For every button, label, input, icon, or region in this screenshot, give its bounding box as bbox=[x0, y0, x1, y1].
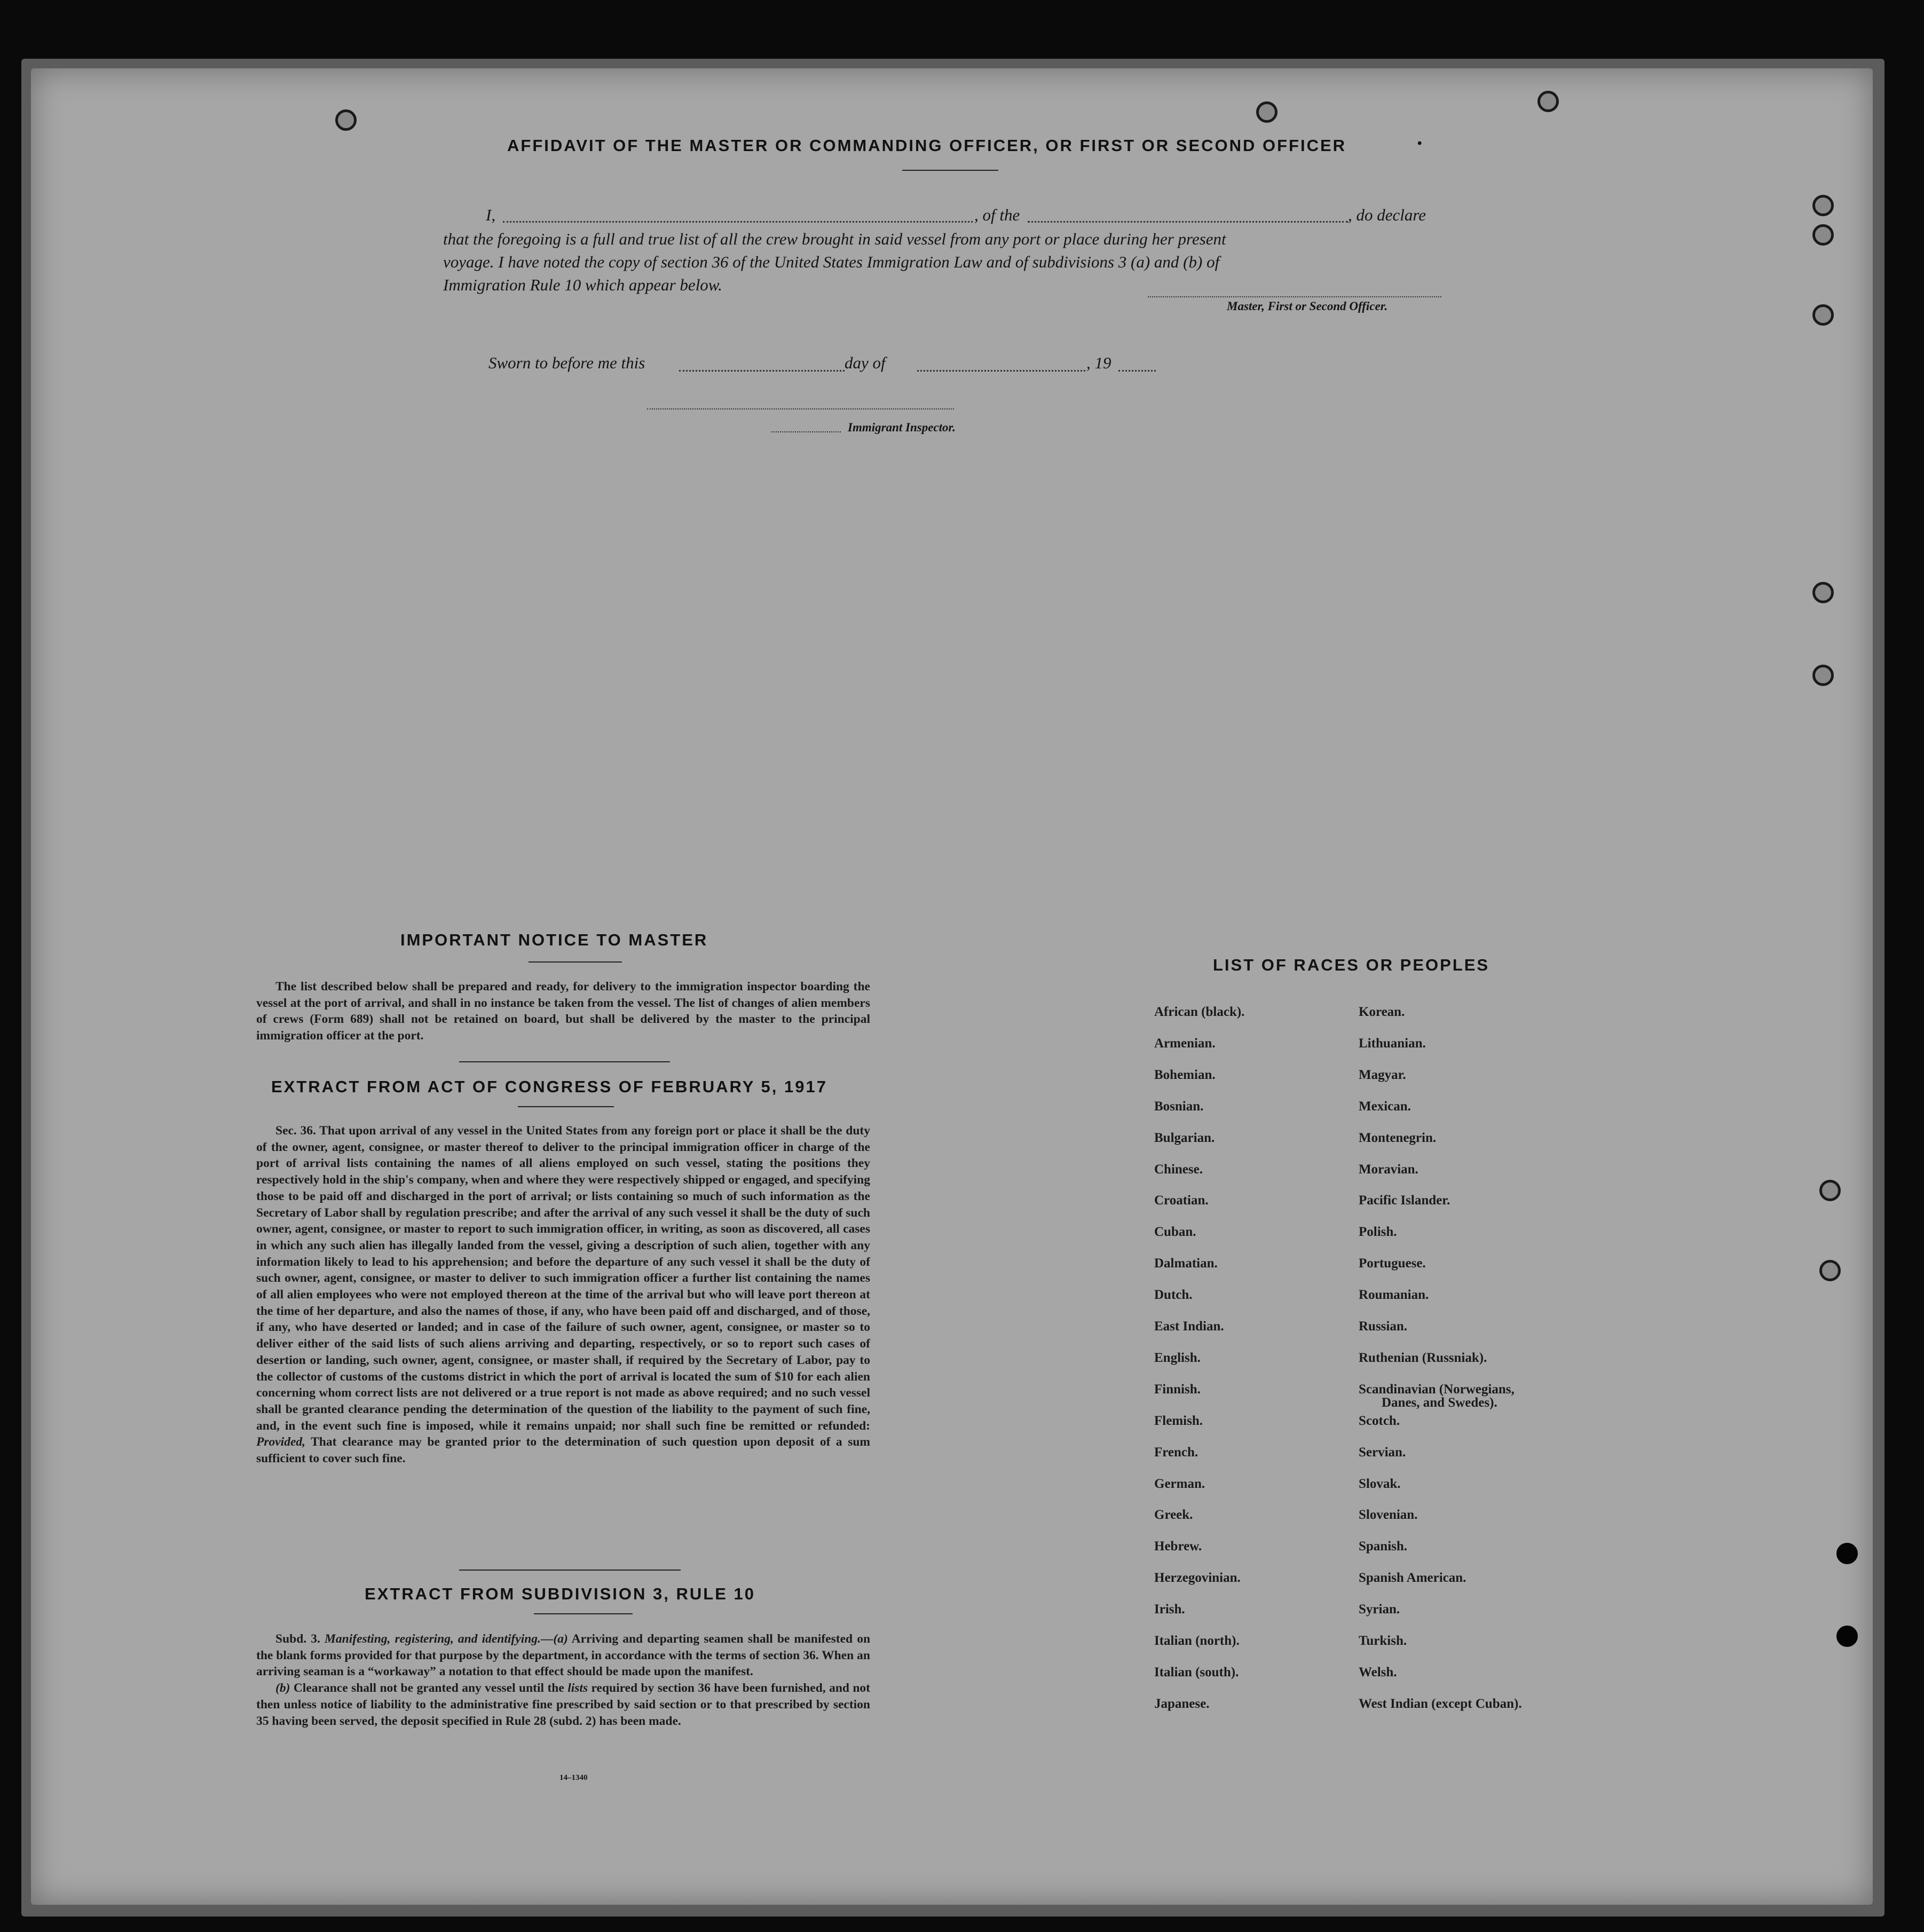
affidavit-bullet: • bbox=[1417, 136, 1424, 151]
notice-underline bbox=[529, 961, 622, 963]
sworn-day-of: day of bbox=[845, 353, 886, 372]
act-extract-text bbox=[256, 1123, 870, 1467]
race-item: French. bbox=[1154, 1445, 1198, 1460]
race-item: Moravian. bbox=[1359, 1162, 1418, 1177]
punch-hole bbox=[1812, 224, 1834, 246]
inspector-signature-blank[interactable] bbox=[647, 408, 954, 409]
rule-extract-title: EXTRACT FROM SUBDIVISION 3, RULE 10 bbox=[365, 1584, 755, 1603]
punch-hole bbox=[1836, 1626, 1858, 1647]
race-item: Italian (north). bbox=[1154, 1634, 1240, 1648]
form-number: 14–1340 bbox=[559, 1773, 588, 1782]
para-b-2: required by section 36 have been furnished, and not then unless notice of liability to the administrative fine prescribed by said section or to that prescribed by section 35 having been served, the deposit specified in Rule 28 (subd. 2) has been made. bbox=[256, 1681, 871, 1728]
punch-hole bbox=[1812, 195, 1834, 216]
sworn-year: , 19 bbox=[1086, 353, 1111, 372]
punch-hole bbox=[1836, 1543, 1858, 1564]
race-item: Slovenian. bbox=[1359, 1508, 1418, 1523]
subd-heading: Manifesting, registering, and identifying. bbox=[325, 1632, 541, 1646]
notice-separator bbox=[459, 1061, 670, 1062]
race-item: Bulgarian. bbox=[1154, 1130, 1215, 1145]
races-title: LIST OF RACES OR PEOPLES bbox=[1213, 956, 1490, 974]
race-item: Croatian. bbox=[1154, 1193, 1209, 1208]
race-item: Welsh. bbox=[1359, 1665, 1397, 1679]
race-item: Greek. bbox=[1154, 1508, 1193, 1523]
race-item: Polish. bbox=[1359, 1225, 1397, 1240]
punch-hole bbox=[335, 109, 357, 131]
sec-label: Sec. 36. bbox=[275, 1124, 316, 1138]
provided-label: Provided, bbox=[256, 1435, 306, 1449]
para-a: Arriving and departing seamen shall be manifested on the blank forms provided for that purpose by the department, in accordance with the terms of section 36. When an arriving seaman is a “workaway” a notation to that effect should be made upon the manifest. bbox=[256, 1632, 871, 1679]
act-text-end: That clearance may be granted prior to the determination of such question upon deposit of a sum sufficient to cover such fine. bbox=[256, 1435, 870, 1466]
punch-hole bbox=[1819, 1260, 1841, 1281]
notice-text: The list described below shall be prepared and ready, for delivery to the immigration inspector boarding the vessel at the port of arrival, and shall in no instance be taken from the vessel. The list of changes of alien members of crews (Form 689) shall not be retained on board, but shall be delivered by the master to the principal immigration officer at the port. bbox=[256, 980, 870, 1043]
affidavit-line-4: Immigration Rule 10 which appear below. bbox=[443, 275, 722, 294]
race-item: Flemish. bbox=[1154, 1413, 1203, 1428]
race-item: Dalmatian. bbox=[1154, 1256, 1218, 1271]
affidavit-title: AFFIDAVIT OF THE MASTER OR COMMANDING OFFICER, OR FIRST OR SECOND OFFICER bbox=[507, 136, 1347, 155]
race-item: Spanish American. bbox=[1359, 1571, 1466, 1586]
race-item: Portuguese. bbox=[1359, 1256, 1426, 1271]
sworn-year-blank[interactable] bbox=[1118, 370, 1156, 372]
race-item: Bosnian. bbox=[1154, 1099, 1204, 1114]
race-item: English. bbox=[1154, 1350, 1201, 1365]
race-item: Hebrew. bbox=[1154, 1539, 1202, 1554]
para-a-label: —(a) bbox=[540, 1632, 568, 1646]
punch-hole bbox=[1812, 665, 1834, 686]
affidavit-line-3: voyage. I have noted the copy of section 36 of the United States Immigration Law and of subdivisions 3 (a) and (b) of bbox=[443, 253, 1220, 271]
race-item: Korean. bbox=[1359, 1005, 1405, 1019]
race-item: Servian. bbox=[1359, 1445, 1406, 1460]
rule-extract-text bbox=[256, 1631, 870, 1729]
rule-underline bbox=[534, 1613, 633, 1614]
race-item: Ruthenian (Russniak). bbox=[1359, 1350, 1487, 1365]
race-item: Magyar. bbox=[1359, 1067, 1406, 1082]
race-item-continuation: Danes, and Swedes). bbox=[1382, 1395, 1497, 1410]
title-underline bbox=[902, 170, 998, 171]
affidavit-of-the: , of the bbox=[974, 206, 1020, 224]
signature-label: Master, First or Second Officer. bbox=[1227, 299, 1388, 313]
race-item: Japanese. bbox=[1154, 1696, 1210, 1711]
subd-label: Subd. 3. bbox=[275, 1632, 320, 1646]
race-item: Russian. bbox=[1359, 1319, 1408, 1334]
race-item: Montenegrin. bbox=[1359, 1130, 1437, 1145]
inspector-label: Immigrant Inspector. bbox=[848, 421, 956, 434]
sworn-prefix: Sworn to before me this bbox=[488, 353, 645, 372]
race-item: Turkish. bbox=[1359, 1634, 1407, 1648]
affidavit-do-declare: , do declare bbox=[1348, 206, 1426, 224]
notice-title: IMPORTANT NOTICE TO MASTER bbox=[400, 930, 708, 949]
punch-hole bbox=[1256, 101, 1278, 123]
sworn-date-blank[interactable] bbox=[679, 370, 845, 372]
signature-blank[interactable] bbox=[1148, 296, 1441, 297]
punch-hole bbox=[1812, 304, 1834, 326]
race-item: Finnish. bbox=[1154, 1382, 1201, 1397]
punch-hole bbox=[1537, 91, 1559, 112]
race-item: Pacific Islander. bbox=[1359, 1193, 1450, 1208]
race-item: Scotch. bbox=[1359, 1413, 1400, 1428]
punch-hole bbox=[1819, 1180, 1841, 1201]
affidavit-i: I, bbox=[486, 206, 496, 224]
race-item: East Indian. bbox=[1154, 1319, 1224, 1334]
para-b-lists: lists bbox=[567, 1681, 588, 1696]
race-item: Cuban. bbox=[1154, 1225, 1196, 1240]
race-item: Italian (south). bbox=[1154, 1665, 1239, 1679]
name-blank[interactable] bbox=[503, 221, 973, 223]
vessel-blank[interactable] bbox=[1028, 221, 1348, 223]
race-item: Spanish. bbox=[1359, 1539, 1408, 1554]
race-item: Herzegovinian. bbox=[1154, 1571, 1241, 1586]
race-item: Scandinavian (Norwegians, bbox=[1359, 1382, 1515, 1397]
act-extract-title: EXTRACT FROM ACT OF CONGRESS OF FEBRUARY 5, 1917 bbox=[271, 1077, 827, 1096]
race-item: Lithuanian. bbox=[1359, 1036, 1426, 1051]
sworn-month-blank[interactable] bbox=[917, 370, 1085, 372]
race-item: German. bbox=[1154, 1476, 1205, 1491]
race-item: Irish. bbox=[1154, 1602, 1185, 1617]
affidavit-line-2: that the foregoing is a full and true list of all the crew brought in said vessel from any port or place during her present bbox=[443, 230, 1226, 248]
inspector-signature-blank-2[interactable] bbox=[771, 431, 841, 432]
race-item: Dutch. bbox=[1154, 1288, 1193, 1303]
punch-hole bbox=[1812, 582, 1834, 603]
race-item: Roumanian. bbox=[1359, 1288, 1429, 1303]
race-item: African (black). bbox=[1154, 1005, 1245, 1019]
para-b-1: Clearance shall not be granted any vessel until the bbox=[293, 1681, 564, 1696]
race-item: Armenian. bbox=[1154, 1036, 1216, 1051]
para-b-label: (b) bbox=[275, 1681, 290, 1696]
race-item: Mexican. bbox=[1359, 1099, 1411, 1114]
race-item: Syrian. bbox=[1359, 1602, 1400, 1617]
bleed-through bbox=[1682, 448, 1689, 462]
act-underline bbox=[518, 1106, 614, 1107]
act-separator bbox=[459, 1570, 681, 1571]
race-item: Slovak. bbox=[1359, 1476, 1401, 1491]
race-item: West Indian (except Cuban). bbox=[1359, 1696, 1522, 1711]
race-item: Chinese. bbox=[1154, 1162, 1203, 1177]
act-text: That upon arrival of any vessel in the United States from any foreign port or place it shall be the duty of the owner, agent, consignee, or master thereof to deliver to the principal immigration officer in charge of the port of arrival lists containing the names of all aliens employed on such vessel, stating the positions they respectively hold in the ship's company, when and where they were respectively shipped or engaged, and specifying those to be paid off and discharged in the port of arrival; or lists containing so much of such information as the Secretary of Labor shall by regulation prescribe; and after the arrival of any such vessel it shall be the duty of such owner, agent, consignee, or master to report to such immigration officer, in writing, as soon as discovered, all cases in which any such alien has illegally landed from the vessel, giving a description of such alien, together with any information likely to lead to his apprehension; and before the departure of any such vessel it shall be the duty of such owner, agent, consignee, or master to deliver to such immigration officer a further list containing the names of all alien employees who were not employed thereon at the time of the arrival but who will leave port thereon at the time of her departure, and also the names of those, if any, who have been paid off and discharged, and of those, if any, who have deserted or landed; and in case of the failure of such owner, agent, consignee, or master so to deliver either of the said lists of such aliens arriving and departing, respectively, or so to report such cases of desertion or landing, such owner, agent, consignee, or master shall, if required by the Secretary of Labor, pay to the collector of customs of the customs district in which the port of arrival is located the sum of $10 for each alien concerning whom correct lists are not delivered or a true report is not made as above required; and no such vessel shall be granted clearance pending the determination of the question of the liability to the payment of such fine, and, in the event such fine is imposed, while it remains unpaid; nor shall such fine be remitted or refunded: bbox=[256, 1124, 871, 1433]
race-item: Bohemian. bbox=[1154, 1067, 1216, 1082]
